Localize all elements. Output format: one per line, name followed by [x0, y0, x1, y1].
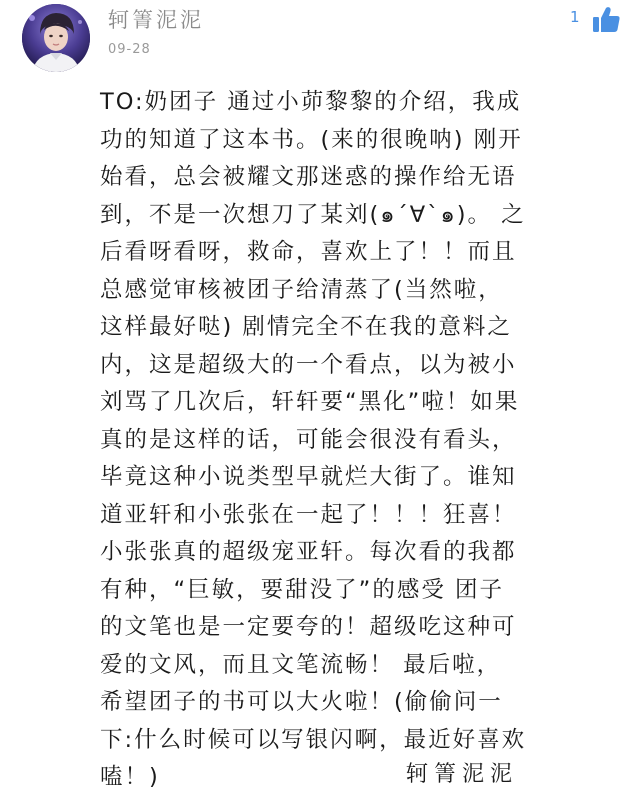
comment-line: 道亚轩和小张张在一起了！！！狂喜！	[100, 501, 517, 528]
comment-line: 始看，总会被耀文那迷惑的操作给无语	[100, 164, 517, 190]
comment-line: 毕竟这种小说类型早就烂大街了。谁知	[100, 464, 517, 490]
comment-line: 嗑！)	[100, 764, 160, 790]
comment-line: 内，这是超级大的一个看点，以为被小	[100, 351, 517, 378]
comment-text	[100, 84, 634, 797]
comment-line: 功的知道了这本书。(来的很晚呐) 刚开	[100, 126, 523, 153]
comment-line: 后看呀看呀，救命，喜欢上了！！而且	[100, 239, 517, 265]
comment-line: 下:什么时候可以写银闪啊，最近好喜欢	[100, 726, 527, 753]
comment-line: 刘骂了几次后，轩轩要“黑化”啦！如果	[100, 389, 520, 415]
thumbs-up-icon[interactable]	[590, 4, 622, 36]
comment-line: 有种，“巨敏，要甜没了”的感受 团子	[100, 576, 504, 603]
comment-line: 到，不是一次想刀了某刘(๑´∀`๑)。 之	[100, 201, 526, 228]
comment-line: 真的是这样的话，可能会很没有看头，	[100, 426, 517, 453]
comment-line: 的文笔也是一定要夸的！超级吃这种可	[100, 614, 517, 640]
comment-line: 这样最好哒) 剧情完全不在我的意料之	[100, 314, 512, 340]
username[interactable]: 轲箐泥泥	[108, 8, 204, 32]
avatar-image	[22, 4, 90, 72]
comment-line: TO:奶团子 通过小茆黎黎的介绍，我成	[100, 89, 522, 115]
comment-line: 小张张真的超级宠亚轩。每次看的我都	[100, 539, 517, 565]
comment-line: 希望团子的书可以大火啦！(偷偷问一	[100, 689, 503, 715]
comment-line: 总感觉审核被团子给清蒸了(当然啦，	[100, 276, 503, 303]
avatar[interactable]	[22, 4, 90, 72]
comment-signature: 轲箐泥泥	[406, 762, 519, 787]
like-count: 1	[570, 8, 580, 26]
comment-line: 爱的文风，而且文笔流畅！ 最后啦，	[100, 651, 502, 678]
comment-date: 09-28	[108, 42, 151, 57]
